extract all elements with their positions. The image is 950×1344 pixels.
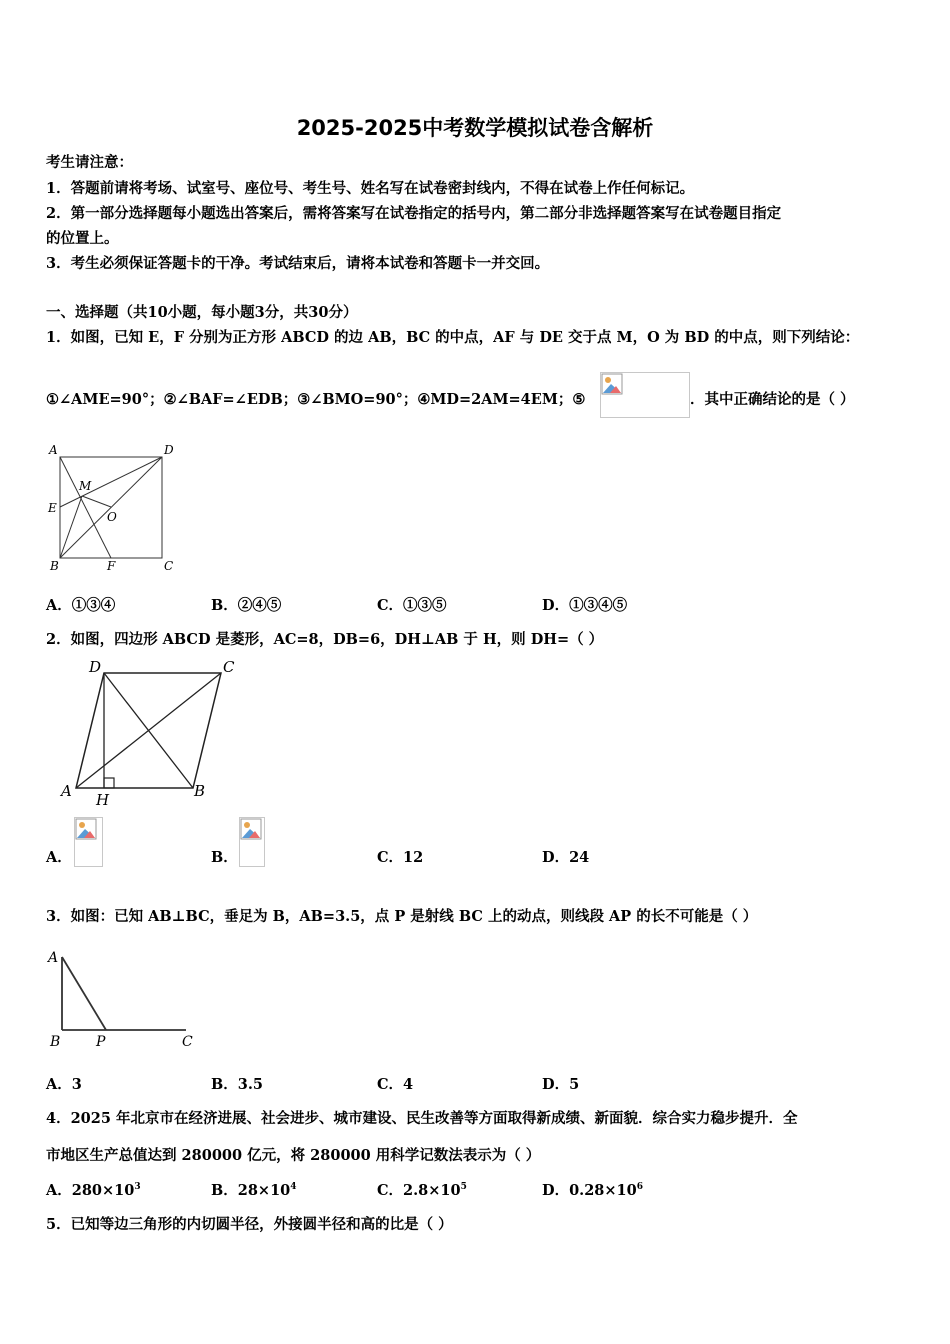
q2-option-b-image [239,817,265,867]
q1-option-c: C．①③⑤ [377,597,447,614]
q1-conclusions: ①∠AME=90°；②∠BAF=∠EDB；③∠BMO=90°；④MD=2AM=4EM；⑤ [46,391,586,408]
q1-stem: 1．如图，已知 E，F 分别为正方形 ABCD 的边 AB，BC 的中点，AF 与 DE 交于点 M，O 为 BD 的中点，则下列结论： [46,329,860,346]
q2-option-a-image [74,817,103,867]
q1-label-b: B [50,559,59,573]
section-heading: 一、选择题（共10小题，每小题3分，共30分） [46,304,358,321]
q5-stem: 5．已知等边三角形的内切圆半径，外接圆半径和高的比是（ ） [46,1216,453,1233]
q1-label-o: O [107,510,117,524]
q3-option-b: B．3.5 [211,1076,263,1093]
notice-item-1: 1．答题前请将考场、试室号、座位号、考生号、姓名写在试卷密封线内，不得在试卷上作任何标记。 [46,180,695,197]
notice-item-3: 3．考生必须保证答题卡的干净。考试结束后，请将本试卷和答题卡一并交回。 [46,255,550,272]
notice-item-2-cont: 的位置上。 [46,230,119,247]
broken-image-icon [240,818,262,840]
q2-option-c: C．12 [377,849,424,866]
q3-label-b: B [50,1034,61,1050]
broken-image-icon [601,373,623,395]
q1-label-a: A [49,443,58,457]
q3-option-a: A．3 [46,1076,82,1093]
q4-option-b: B．$28\times 10^4$ [211,1182,297,1199]
q4-option-c: C．$2.8\times 10^5$ [377,1182,467,1199]
q1-square-figure [44,440,184,575]
q4-option-d: D．$0.28\times 10^6$ [542,1182,643,1199]
q2-label-h: H [96,791,110,808]
broken-image-icon [75,818,97,840]
q3-option-c: C．4 [377,1076,414,1093]
q1-label-f: F [107,559,116,573]
q3-option-d: D．5 [542,1076,580,1093]
q2-label-b: B [194,782,206,800]
q3-label-p: P [96,1034,106,1050]
q4-option-a: A．$280\times 10^3$ [46,1182,141,1199]
q2-label-a: A [61,782,72,800]
notice-heading: 考生请注意： [46,154,133,171]
q1-label-e: E [48,501,57,515]
q1-option-d: D．①③④⑤ [542,597,628,614]
page-title: 2025-2025中考数学模拟试卷含解析 [296,116,654,140]
q1-option-a: A．①③④ [46,597,116,614]
q2-option-a: A． [46,849,72,866]
q2-label-c: C [223,658,235,676]
q1-tail: ．其中正确结论的是（ ） [690,391,855,408]
q1-formula-image [600,372,690,418]
q3-label-c: C [182,1034,193,1050]
q4-stem-line1: 4．2025 年北京市在经济进展、社会进步、城市建设、民生改善等方面取得新成绩、新面貌．综合实力稳步提升．全 [46,1110,798,1127]
q2-rhombus-figure [56,656,246,808]
q1-label-d: D [164,443,174,457]
q2-stem: 2．如图，四边形 ABCD 是菱形，AC=8，DB=6，DH⊥AB 于 H，则 DH=（ ） [46,631,604,648]
q3-stem: 3．如图：已知 AB⊥BC，垂足为 B，AB=3.5，点 P 是射线 BC 上的动点，则线段 AP 的长不可能是（ ） [46,908,758,925]
q1-option-b: B．②④⑤ [211,597,282,614]
q1-label-m: M [79,479,92,493]
q2-option-b: B． [211,849,238,866]
q2-label-d: D [89,658,102,676]
notice-item-2: 2．第一部分选择题每小题选出答案后，需将答案写在试卷指定的括号内，第二部分非选择题答案写在试卷题目指定 [46,205,782,222]
q3-label-a: A [48,950,59,966]
q1-label-c: C [164,559,174,573]
q2-option-d: D．24 [542,849,590,866]
q4-stem-line2: 市地区生产总值达到 280000 亿元，将 280000 用科学记数法表示为（ ） [46,1147,541,1164]
q3-triangle-figure [44,944,202,1050]
